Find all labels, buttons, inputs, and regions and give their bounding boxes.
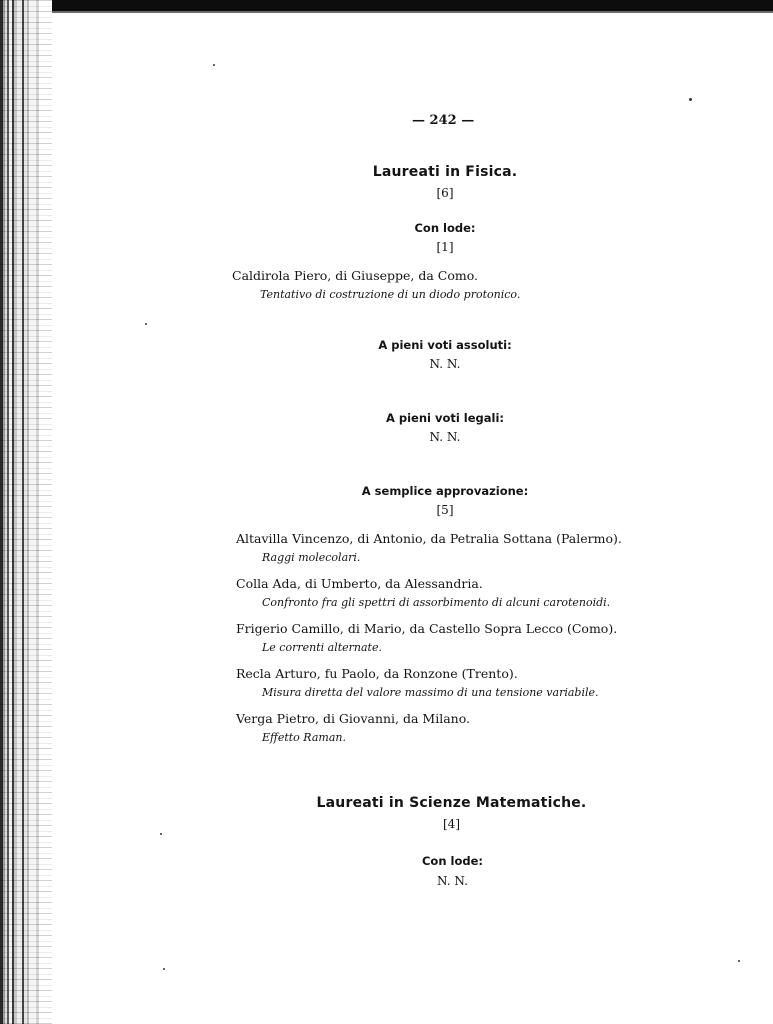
group-heading-pieni-voti-assoluti: A pieni voti assoluti: [378,338,512,352]
scan-top-edge [0,0,773,16]
scan-speck [213,64,215,66]
section-count-fisica: [6] [436,186,454,200]
group-heading-pieni-voti-legali: A pieni voti legali: [385,411,505,425]
graduate-name: Colla Ada, di Umberto, da Alessandria. [236,576,483,591]
graduate-name: Caldirola Piero, di Giuseppe, da Como. [232,268,479,283]
page-number: — 242 — [412,113,475,128]
thesis-title: Le correnti alternate. [262,641,382,654]
scan-speck [689,98,692,101]
scan-speck [145,323,147,325]
graduate-name: Altavilla Vincenzo, di Antonio, da Petralia Sottana (Palermo). [236,531,622,546]
thesis-title: Effetto Raman. [262,731,346,744]
scan-speck [160,833,162,835]
thesis-title: Raggi molecolari. [262,551,361,564]
group-count-con-lode: [1] [436,240,454,254]
graduate-name: Recla Arturo, fu Paolo, da Ronzone (Trento). [236,666,518,681]
scan-speck [163,968,165,970]
graduate-name: Verga Pietro, di Giovanni, da Milano. [236,711,471,726]
group-count-semplice-approvazione: [5] [436,503,454,517]
group-heading-con-lode-matematiche: Con lode: [421,854,483,868]
group-value-con-lode-matematiche: N. N. [437,874,468,888]
graduate-name: Frigerio Camillo, di Mario, da Castello Sopra Lecco (Como). [236,621,618,636]
group-heading-con-lode: Con lode: [414,221,476,235]
group-heading-semplice-approvazione: A semplice approvazione: [361,484,529,498]
section-count-scienze-matematiche: [4] [443,817,460,831]
section-title-fisica: Laureati in Fisica. [372,164,518,180]
group-value-pieni-voti-assoluti: N. N. [429,357,461,371]
scan-speck [738,960,740,962]
thesis-title: Misura diretta del valore massimo di una tensione variabile. [262,686,599,699]
group-value-pieni-voti-legali: N. N. [429,430,461,444]
section-title-scienze-matematiche: Laureati in Scienze Matematiche. [316,795,587,811]
thesis-title: Confronto fra gli spettri di assorbimento di alcuni carotenoidi. [262,596,611,609]
thesis-title: Tentativo di costruzione di un diodo protonico. [260,288,521,301]
